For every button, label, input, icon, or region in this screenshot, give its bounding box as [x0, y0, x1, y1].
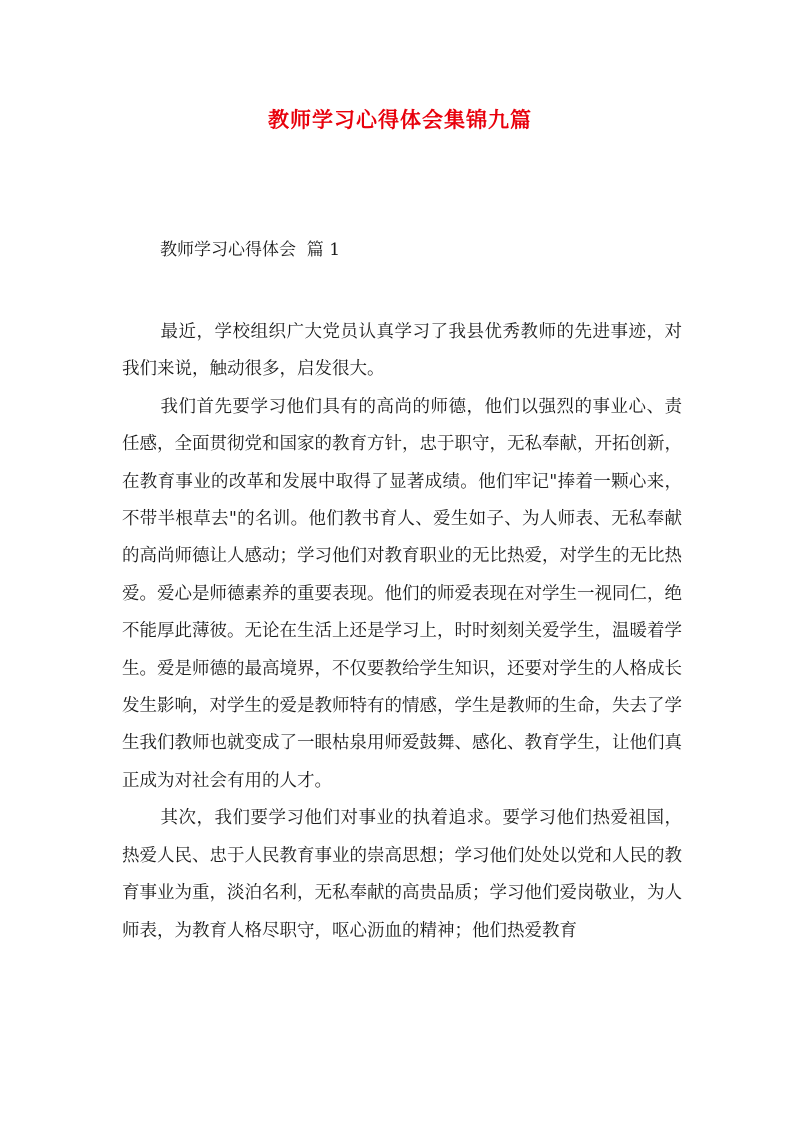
paragraph-3: 其次，我们要学习他们对事业的执着追求。要学习他们热爱祖国，热爱人民、忠于人民教育事业的崇高思想；学习他们处处以党和人民的教育事业为重，淡泊名利，无私奉献的高贵品质；学习他们爱岗敬业，为人师表，为教育人格尽职守，呕心沥血的精神；他们热爱教育	[122, 808, 682, 941]
section-heading: 教师学习心得体会 篇 1	[160, 240, 341, 260]
paragraph-2: 我们首先要学习他们具有的高尚的师德，他们以强烈的事业心、责任感，全面贯彻党和国家的教育方针，忠于职守，无私奉献，开拓创新，在教育事业的改革和发展中取得了显著成绩。他们牢记"捧着一颗心来，不带半根草去"的名训。他们教书育人、爱生如子、为人师表、无私奉献的高尚师德让人感动；学习他们对教育职业的无比热爱，对学生的无比热爱。爱心是师德素养的重要表现。他们的师爱表现在对学生一视同仁，绝不能厚此薄彼。无论在生活上还是学习上，时时刻刻关爱学生，温暖着学生。爱是师德的最高境界，不仅要教给学生知识，还要对学生的人格成长发生影响，对学生的爱是教师特有的情感，学生是教师的生命，失去了学生我们教师也就变成了一眼枯泉用师爱鼓舞、感化、教育学生，让他们真正成为对社会有用的人才。	[122, 396, 682, 791]
paragraph-1: 最近，学校组织广大党员认真学习了我县优秀教师的先进事迹，对我们来说，触动很多，启发很大。	[122, 322, 682, 380]
document-body	[122, 314, 682, 950]
document-title: 教师学习心得体会集锦九篇	[268, 107, 532, 132]
